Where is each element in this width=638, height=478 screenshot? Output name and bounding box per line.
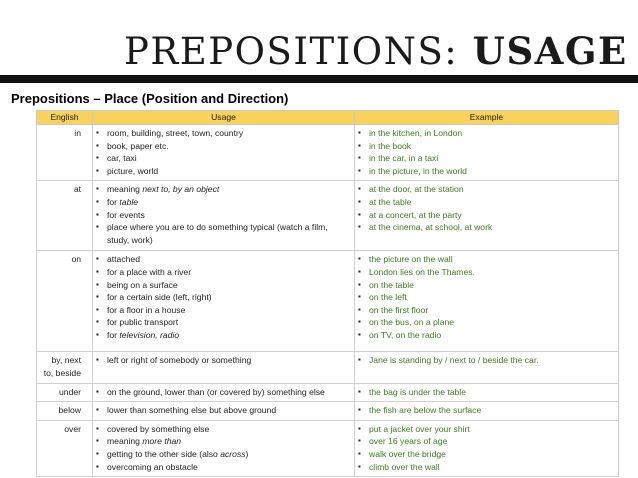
example-cell — [355, 402, 619, 421]
prepositions-table — [36, 110, 619, 477]
example-item: ▪ in the car, in a taxi — [369, 152, 615, 165]
usage-item: ▪ lower than something else but above ground — [107, 404, 351, 417]
example-item: ▪ at the door, at the station — [369, 183, 615, 196]
example-item: ▪ in the book — [369, 140, 615, 153]
table-row — [37, 383, 619, 402]
usage-item: ▪ room, building, street, town, country — [107, 127, 351, 140]
usage-item: ▪ covered by something else — [107, 423, 351, 436]
usage-item: ▪ meaning next to, by an object — [107, 183, 351, 196]
usage-item: ▪ for public transport — [107, 316, 351, 329]
slide-title-emphasis: USAGE — [472, 29, 628, 73]
example-cell — [355, 181, 619, 251]
usage-list — [96, 127, 351, 177]
usage-cell — [93, 352, 355, 383]
example-item: ▪ at the cinema, at school, at work — [369, 221, 615, 234]
example-cell — [355, 352, 619, 383]
example-item: ▪ on the first floor — [369, 304, 615, 317]
table-row — [37, 251, 619, 352]
table-row — [37, 352, 619, 383]
slide-title — [124, 30, 628, 73]
table-row — [37, 125, 619, 181]
slide-title-main: PREPOSITIONS: — [124, 30, 459, 73]
usage-cell — [93, 125, 355, 181]
usage-item: ▪ for a place with a river — [107, 266, 351, 279]
usage-item: ▪ on the ground, lower than (or covered by) something else — [107, 386, 351, 399]
usage-cell — [93, 181, 355, 251]
usage-item: ▪ for a certain side (left, right) — [107, 291, 351, 304]
usage-cell — [93, 402, 355, 421]
usage-list — [96, 404, 351, 417]
usage-cell — [93, 383, 355, 402]
usage-item: ▪ car, taxi — [107, 152, 351, 165]
preposition-word: over — [37, 420, 93, 476]
usage-item: ▪ for a floor in a house — [107, 304, 351, 317]
example-item: ▪ in the picture, in the world — [369, 165, 615, 178]
example-cell — [355, 125, 619, 181]
example-cell — [355, 420, 619, 476]
example-item: ▪ on the left — [369, 291, 615, 304]
preposition-word: by, next to, beside — [37, 352, 93, 383]
example-item: ▪ walk over the bridge — [369, 448, 615, 461]
usage-list — [96, 423, 351, 473]
example-item: ▪ London lies on the Thames. — [369, 266, 615, 279]
preposition-word: at — [37, 181, 93, 251]
title-underline-bar — [0, 75, 638, 83]
example-list — [358, 354, 615, 367]
header-english: English — [37, 111, 93, 125]
usage-item: ▪ for table — [107, 196, 351, 209]
usage-item: ▪ picture, world — [107, 165, 351, 178]
example-item: ▪ on the bus, on a plane — [369, 316, 615, 329]
preposition-word: under — [37, 383, 93, 402]
example-list — [358, 253, 615, 341]
usage-item: ▪ attached — [107, 253, 351, 266]
header-example: Example — [355, 111, 619, 125]
example-item: ▪ at a concert, at the party — [369, 209, 615, 222]
preposition-word: on — [37, 251, 93, 352]
section-heading: Prepositions – Place (Position and Direction) — [11, 91, 289, 106]
usage-item: ▪ being on a surface — [107, 279, 351, 292]
usage-item: ▪ left or right of somebody or something — [107, 354, 351, 367]
example-item: ▪ at the table — [369, 196, 615, 209]
example-item: ▪ over 16 years of age — [369, 435, 615, 448]
example-list — [358, 404, 615, 417]
example-item: ▪ put a jacket over your shirt — [369, 423, 615, 436]
example-list — [358, 183, 615, 233]
table-header-row — [37, 111, 619, 125]
table-row — [37, 402, 619, 421]
example-item: ▪ the picture on the wall — [369, 253, 615, 266]
table-row — [37, 181, 619, 251]
usage-item: ▪ for events — [107, 209, 351, 222]
example-cell — [355, 251, 619, 352]
usage-item: ▪ getting to the other side (also across) — [107, 448, 351, 461]
usage-list — [96, 386, 351, 399]
example-list — [358, 127, 615, 177]
table-row — [37, 420, 619, 476]
header-usage: Usage — [93, 111, 355, 125]
example-list — [358, 386, 615, 399]
usage-item: ▪ book, paper etc. — [107, 140, 351, 153]
preposition-word: in — [37, 125, 93, 181]
preposition-word: below — [37, 402, 93, 421]
usage-list — [96, 253, 351, 341]
usage-list — [96, 183, 351, 246]
usage-item: ▪ place where you are to do something typical (watch a film, study, work) — [107, 221, 351, 246]
usage-item: ▪ for television, radio — [107, 329, 351, 342]
usage-cell — [93, 251, 355, 352]
usage-list — [96, 354, 351, 367]
example-cell — [355, 383, 619, 402]
example-item: ▪ the bag is under the table — [369, 386, 615, 399]
example-list — [358, 423, 615, 473]
example-item: ▪ on the table — [369, 279, 615, 292]
example-item: ▪ climb over the wall — [369, 461, 615, 474]
usage-item: ▪ meaning more than — [107, 435, 351, 448]
example-item: ▪ in the kitchen, in London — [369, 127, 615, 140]
example-item: ▪ Jane is standing by / next to / beside the car. — [369, 354, 615, 367]
example-item: ▪ the fish are below the surface — [369, 404, 615, 417]
usage-cell — [93, 420, 355, 476]
usage-item: ▪ overcoming an obstacle — [107, 461, 351, 474]
example-item: ▪ on TV, on the radio — [369, 329, 615, 342]
